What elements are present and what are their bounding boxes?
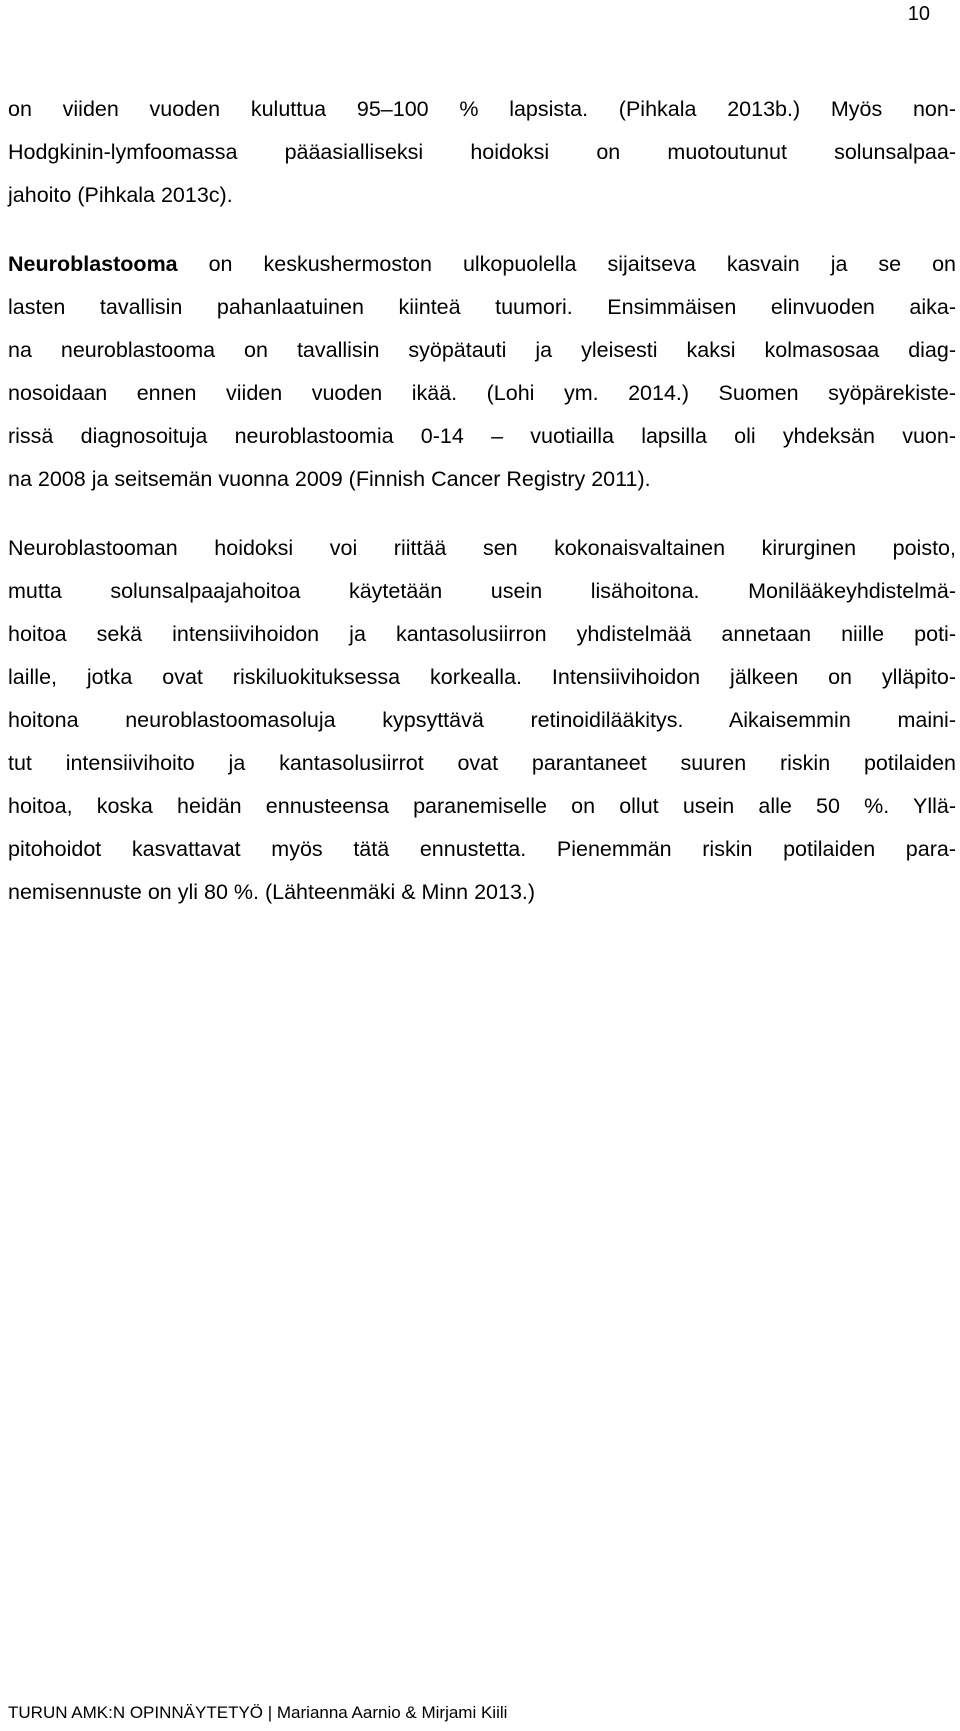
text-line: [8, 88, 956, 131]
line-text: na neuroblastooma on tavallisin syöpätauti ja yleisesti kaksi kolmasosaa diag-: [8, 338, 956, 362]
line-text: lasten tavallisin pahanlaatuinen kiinteä tuumori. Ensimmäisen elinvuoden aika-: [8, 295, 956, 319]
line-text: on keskushermoston ulkopuolella sijaitseva kasvain ja se on: [177, 252, 956, 276]
text-line: [8, 871, 956, 914]
text-line: [8, 828, 956, 871]
text-line: [8, 742, 956, 785]
text-line: [8, 656, 956, 699]
paragraph: [8, 527, 956, 914]
line-text: on viiden vuoden kuluttua 95–100 % lapsista. (Pihkala 2013b.) Myös non-: [8, 97, 956, 121]
text-line: [8, 329, 956, 372]
paragraph-gap: [8, 217, 956, 243]
text-line: [8, 785, 956, 828]
text-line: [8, 699, 956, 742]
line-text: nosoidaan ennen viiden vuoden ikää. (Lohi ym. 2014.) Suomen syöpärekiste-: [8, 381, 956, 405]
paragraph-gap: [8, 501, 956, 527]
footer-text: TURUN AMK:N OPINNÄYTETYÖ | Marianna Aarnio & Mirjami Kiili: [8, 1703, 508, 1722]
text-line: [8, 613, 956, 656]
line-text: pitohoidot kasvattavat myös tätä ennustetta. Pienemmän riskin potilaiden para-: [8, 837, 956, 861]
text-line: [8, 243, 956, 286]
text-line: [8, 458, 956, 501]
line-text: hoitona neuroblastoomasoluja kypsyttävä retinoidilääkitys. Aikaisemmin maini-: [8, 708, 956, 732]
text-line: [8, 286, 956, 329]
line-text: Hodgkinin-lymfoomassa pääasialliseksi hoidoksi on muotoutunut solunsalpaa-: [8, 140, 956, 164]
line-text: na 2008 ja seitsemän vuonna 2009 (Finnish Cancer Registry 2011).: [8, 467, 651, 491]
line-text: hoitoa sekä intensiivihoidon ja kantasolusiirron yhdistelmää annetaan niille poti-: [8, 622, 956, 646]
line-text: Neuroblastooman hoidoksi voi riittää sen kokonaisvaltainen kirurginen poisto,: [8, 536, 956, 560]
text-line: [8, 131, 956, 174]
page-number: 10: [907, 3, 930, 25]
text-line: [8, 415, 956, 458]
line-text: tut intensiivihoito ja kantasolusiirrot ovat parantaneet suuren riskin potilaiden: [8, 751, 956, 775]
body-text: [8, 88, 956, 914]
line-text: rissä diagnosoituja neuroblastoomia 0-14 – vuotiailla lapsilla oli yhdeksän vuon-: [8, 424, 956, 448]
line-text: laille, jotka ovat riskiluokituksessa korkealla. Intensiivihoidon jälkeen on ylläpito-: [8, 665, 956, 689]
paragraph: [8, 88, 956, 217]
text-line: [8, 570, 956, 613]
line-text: mutta solunsalpaajahoitoa käytetään usein lisähoitona. Monilääkeyhdistelmä-: [8, 579, 956, 603]
line-text: hoitoa, koska heidän ennusteensa paranemiselle on ollut usein alle 50 %. Yllä-: [8, 794, 956, 818]
bold-term: Neuroblastooma: [8, 252, 178, 276]
text-line: [8, 174, 956, 217]
text-line: [8, 372, 956, 415]
paragraph: [8, 243, 956, 501]
line-text: jahoito (Pihkala 2013c).: [8, 183, 233, 207]
text-line: [8, 527, 956, 570]
line-text: nemisennuste on yli 80 %. (Lähteenmäki & Minn 2013.): [8, 880, 536, 904]
